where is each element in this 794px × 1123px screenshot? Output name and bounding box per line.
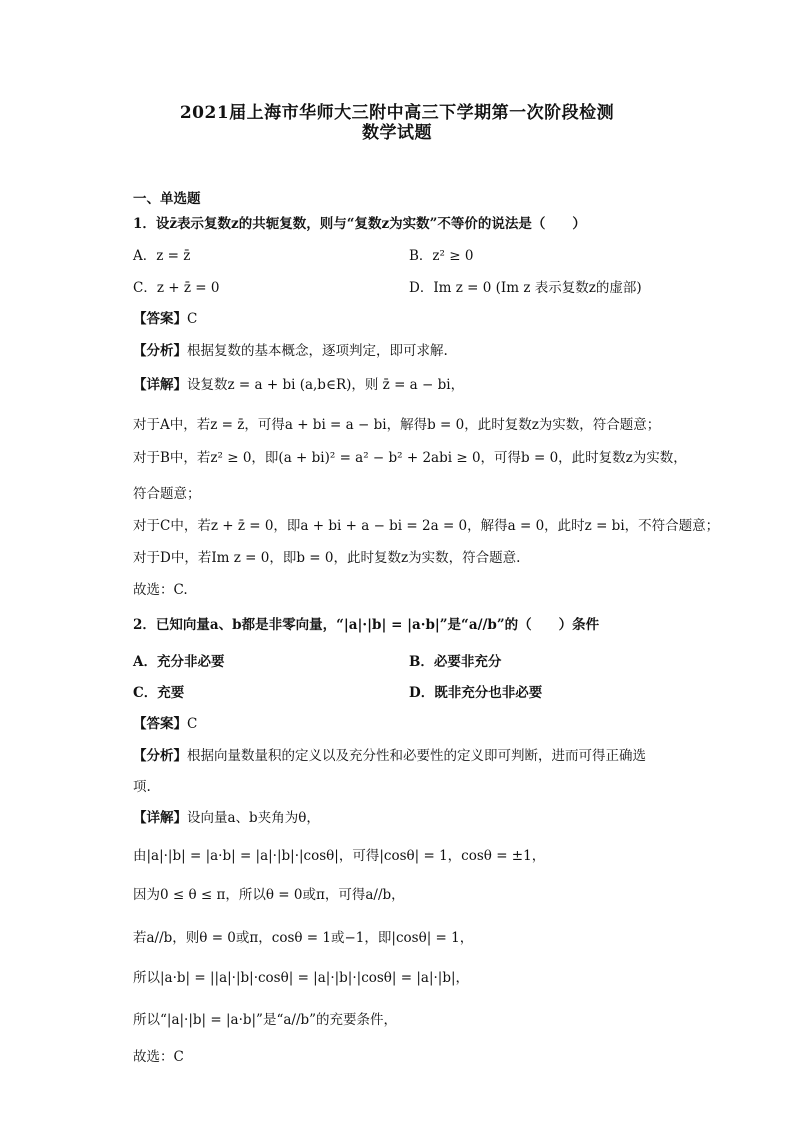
q2-detail-1: 设向量a、b夹角为θ， — [187, 810, 320, 826]
q2-answer-row: 【答案】C — [133, 716, 198, 732]
q2-option-d: D．既非充分也非必要 — [409, 685, 543, 701]
q1-detail-3: 对于B中，若z² ≥ 0，即(a + bi)² = a² − b² + 2abi ≥ 0，可得b = 0，此时复数z为实数， — [133, 450, 687, 466]
q2-detail-5: 所以|a·b| = ||a|·|b|·cosθ| = |a|·|b|·|cosθ| = |a|·|b|， — [133, 970, 470, 986]
q1-stem: 1．设z̄表示复数z的共轭复数，则与“复数z为实数”不等价的说法是（ ） — [133, 216, 586, 232]
q2-conclusion: 故选：C — [133, 1049, 184, 1065]
q1-option-c: C．z + z̄ = 0 — [133, 280, 220, 296]
q2-detail-2: 由|a|·|b| = |a·b| = |a|·|b|·|cosθ|，可得|cosθ| = 1，cosθ = ±1， — [133, 848, 546, 864]
q2-detail-6: 所以“|a|·|b| = |a·b|”是“a//b”的充要条件， — [133, 1012, 398, 1028]
q1-analysis: 根据复数的基本概念，逐项判定，即可求解. — [187, 343, 448, 359]
q2-answer-tag: 答案 — [146, 716, 174, 732]
q2-analysis-1: 根据向量数量积的定义以及充分性和必要性的定义即可判断，进而可得正确选 — [187, 748, 646, 764]
q1-option-d: D．Im z = 0 (Im z 表示复数z的虚部) — [409, 280, 642, 296]
q2-option-a: A．充分非必要 — [133, 654, 225, 670]
section-title: 一、单选题 — [133, 191, 201, 207]
q1-analysis-tag: 分析 — [146, 343, 174, 359]
q2-analysis-2: 项. — [133, 779, 151, 795]
q2-answer: C — [187, 716, 198, 732]
document-subtitle: 数学试题 — [362, 123, 432, 143]
q1-answer: C — [187, 311, 198, 327]
q2-option-c: C．充要 — [133, 685, 185, 701]
q1-answer-tag: 答案 — [146, 311, 174, 327]
q2-detail-row: 【详解】设向量a、b夹角为θ， — [133, 810, 320, 826]
q2-stem: 2．已知向量a、b都是非零向量，“|a|·|b| = |a·b|”是“a//b”的（ ）条件 — [133, 617, 600, 633]
q1-option-b: B．z² ≥ 0 — [409, 248, 474, 264]
q2-detail-tag: 详解 — [146, 810, 174, 826]
q1-analysis-row: 【分析】根据复数的基本概念，逐项判定，即可求解. — [133, 343, 448, 359]
q2-detail-4: 若a//b，则θ = 0或π，cosθ = 1或−1，即|cosθ| = 1， — [133, 930, 474, 946]
q1-detail-6: 对于D中，若Im z = 0，即b = 0，此时复数z为实数，符合题意. — [133, 550, 521, 566]
q1-detail-1: 设复数z = a + bi (a,b∈R)，则 z̄ = a − bi， — [187, 377, 465, 393]
q1-answer-row: 【答案】C — [133, 311, 198, 327]
q1-detail-tag: 详解 — [146, 377, 174, 393]
q1-conclusion: 故选：C. — [133, 582, 188, 598]
q1-detail-5: 对于C中，若z + z̄ = 0，即a + bi + a − bi = 2a = 0，解得a = 0，此时z = bi，不符合题意； — [133, 518, 720, 534]
q1-detail-4: 符合题意； — [133, 486, 201, 502]
q2-analysis-row: 【分析】根据向量数量积的定义以及充分性和必要性的定义即可判断，进而可得正确选 — [133, 748, 646, 764]
q2-analysis-tag: 分析 — [146, 748, 174, 764]
q1-option-a: A．z = z̄ — [133, 248, 191, 264]
q1-detail-2: 对于A中，若z = z̄，可得a + bi = a − bi，解得b = 0，此时复数z为实数，符合题意； — [133, 417, 661, 433]
document-title: 2021届上海市华师大三附中高三下学期第一次阶段检测 — [179, 103, 615, 123]
q1-detail-row: 【详解】设复数z = a + bi (a,b∈R)，则 z̄ = a − bi， — [133, 377, 465, 393]
q2-detail-3: 因为0 ≤ θ ≤ π，所以θ = 0或π，可得a//b， — [133, 887, 405, 903]
q2-option-b: B．必要非充分 — [409, 654, 502, 670]
